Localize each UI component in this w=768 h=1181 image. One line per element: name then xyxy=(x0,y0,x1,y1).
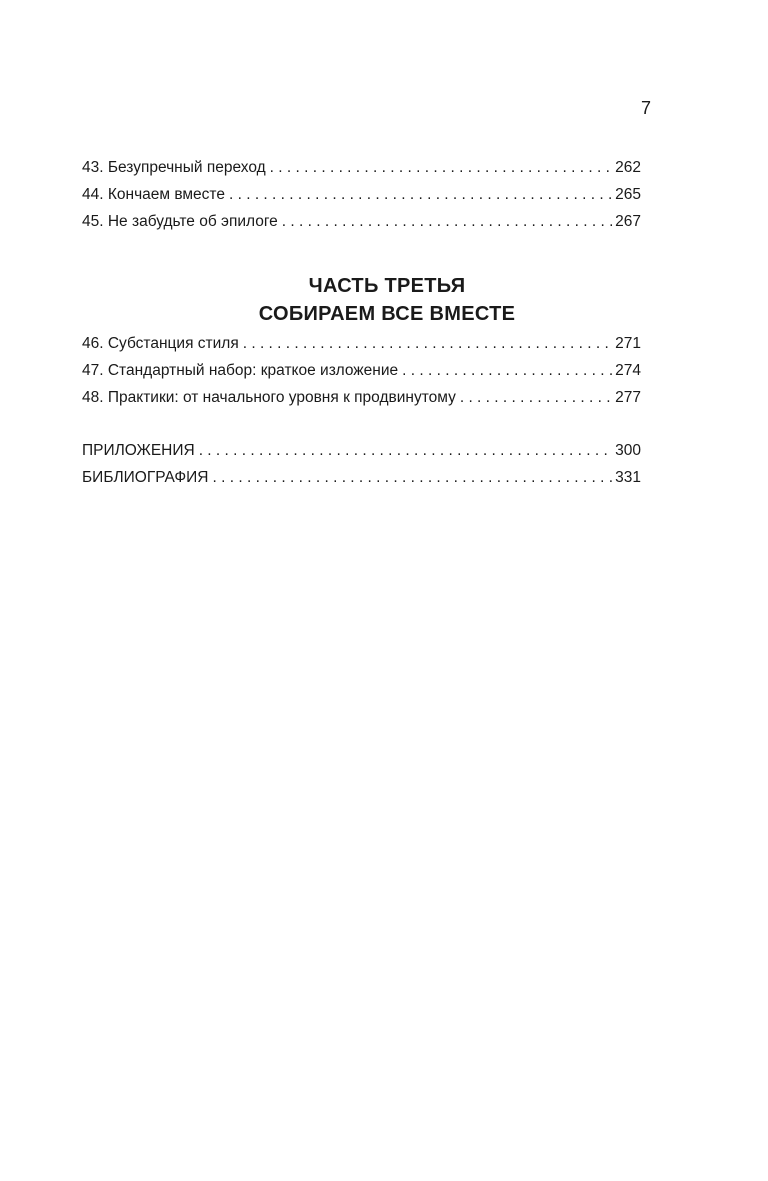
toc-leader-dots xyxy=(402,357,613,384)
toc-entry[interactable] xyxy=(82,208,641,235)
toc-leader-dots xyxy=(460,384,613,411)
toc-entry[interactable] xyxy=(82,330,641,357)
toc-entry-title: 45. Не забудьте об эпилоге xyxy=(82,213,278,230)
toc-leader-dots xyxy=(282,208,613,235)
toc-entry-page: 271 xyxy=(615,335,641,352)
toc-entry-page: 265 xyxy=(615,186,641,203)
toc-entry[interactable] xyxy=(82,181,641,208)
toc-entry-page: 267 xyxy=(615,213,641,230)
toc-section-top xyxy=(82,154,641,235)
toc-entry-title: 48. Практики: от начального уровня к продвинутому xyxy=(82,389,456,406)
part-heading-title: СОБИРАЕМ ВСЕ ВМЕСТЕ xyxy=(258,303,516,325)
page-number: 7 xyxy=(641,98,652,118)
toc-leader-dots xyxy=(243,330,613,357)
toc-leader-dots xyxy=(213,464,614,491)
toc-entry-page: 300 xyxy=(615,442,641,459)
toc-entry[interactable] xyxy=(82,384,641,411)
toc-section-appendix xyxy=(82,437,641,491)
toc-leader-dots xyxy=(229,181,613,208)
toc-entry[interactable] xyxy=(82,357,641,384)
toc-entry-title: 43. Безупречный переход xyxy=(82,159,266,176)
toc-section-part-three xyxy=(82,330,641,411)
toc-entry[interactable] xyxy=(82,437,641,464)
part-heading-number: ЧАСТЬ ТРЕТЬЯ xyxy=(308,275,466,297)
toc-entry-title: БИБЛИОГРАФИЯ xyxy=(82,469,209,486)
toc-entry-title: 44. Кончаем вместе xyxy=(82,186,225,203)
toc-entry-page: 331 xyxy=(615,469,641,486)
toc-entry-title: 47. Стандартный набор: краткое изложение xyxy=(82,362,399,379)
toc-entry[interactable] xyxy=(82,154,641,181)
toc-entry-page: 274 xyxy=(615,362,641,379)
toc-entry-title: 46. Субстанция стиля xyxy=(82,335,239,352)
toc-leader-dots xyxy=(199,437,613,464)
toc-leader-dots xyxy=(270,154,613,181)
toc-entry-title: ПРИЛОЖЕНИЯ xyxy=(82,442,195,459)
toc-entry[interactable] xyxy=(82,464,641,491)
toc-entry-page: 262 xyxy=(615,159,641,176)
toc-entry-page: 277 xyxy=(615,389,641,406)
